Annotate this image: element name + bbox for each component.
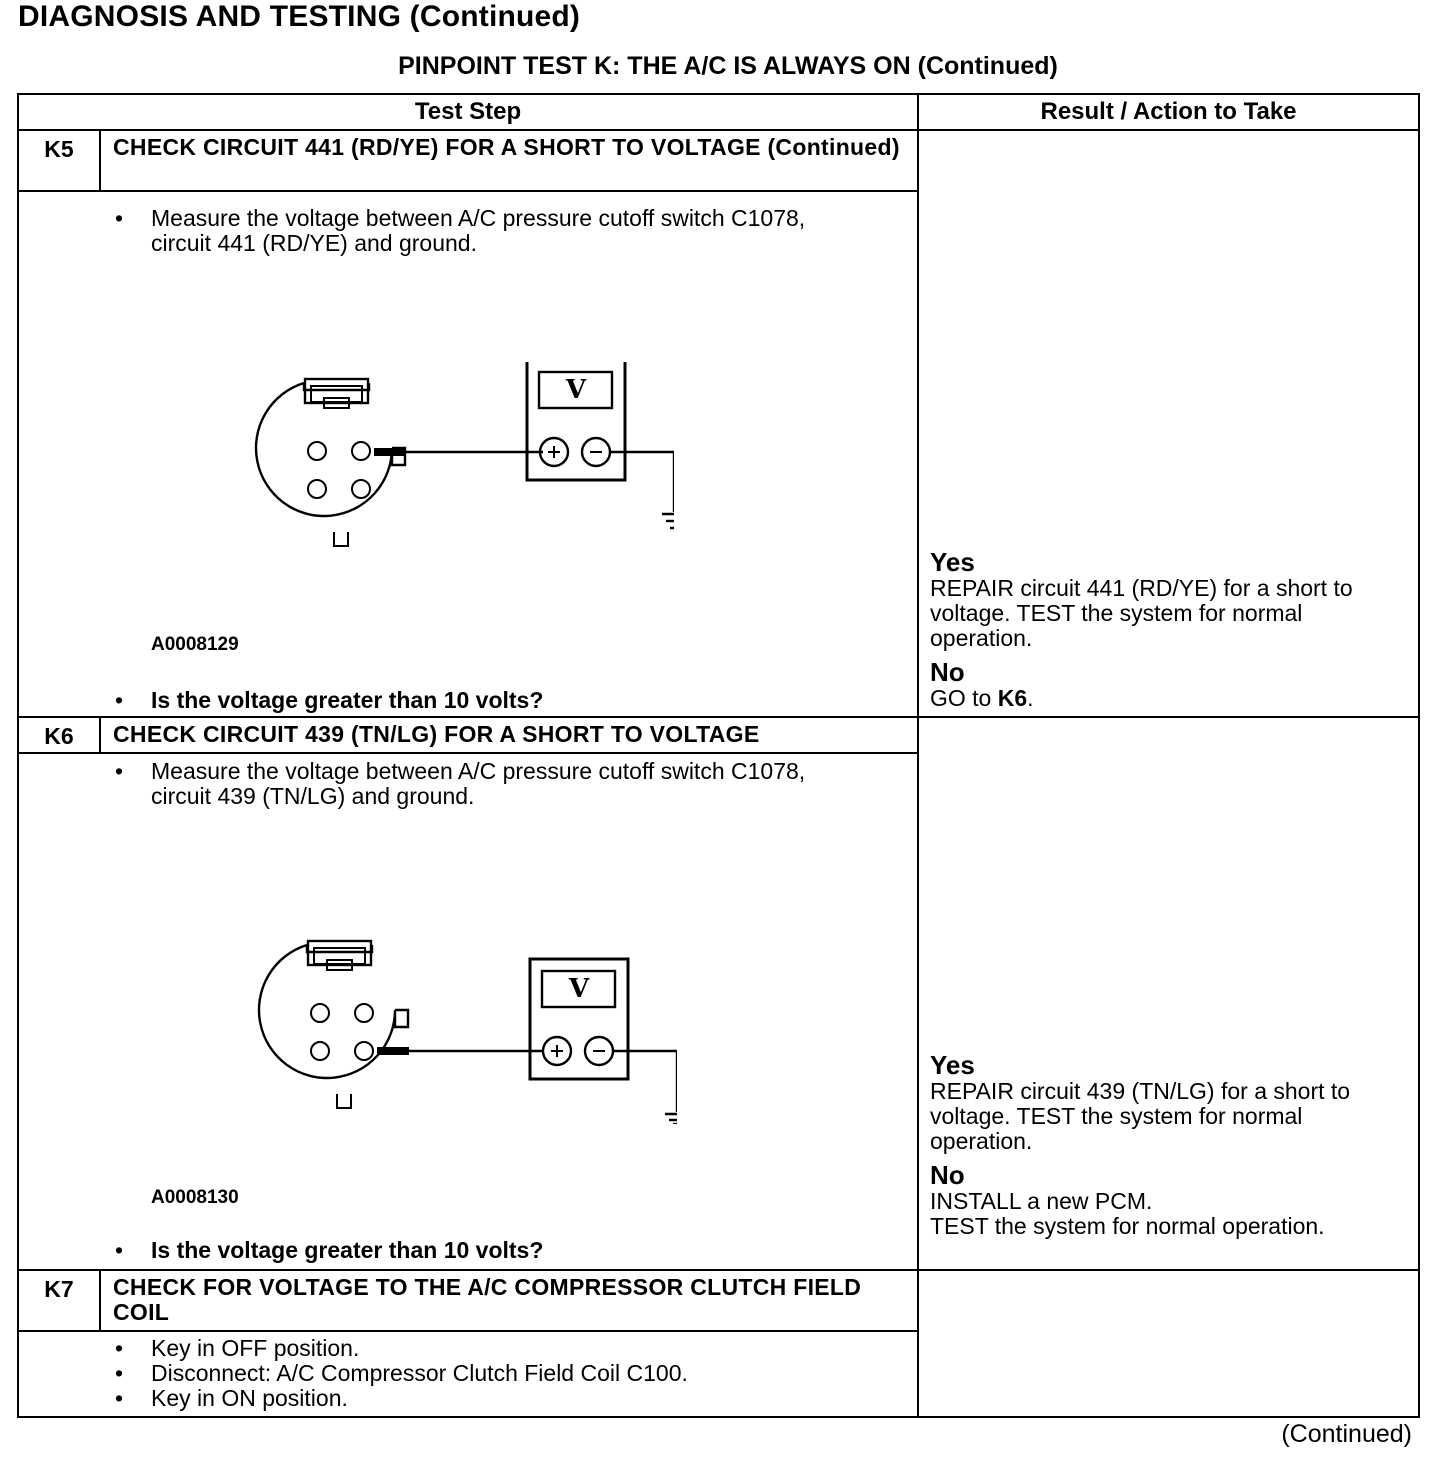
step-k6-wiring-diagram	[247, 924, 677, 1124]
connector-pin-icon	[352, 480, 370, 498]
ground-icon	[665, 1114, 677, 1124]
table-header-row	[18, 94, 1419, 130]
step-k6-yes-text: REPAIR circuit 439 (TN/LG) for a short to voltage. TEST the system for normal operation.	[930, 1078, 1351, 1154]
probe-tip-icon	[374, 448, 406, 456]
column-header-test-step: Test Step	[18, 94, 918, 130]
step-k6-result-block	[930, 1052, 1408, 1239]
step-k6-id: K6	[18, 717, 100, 753]
step-k6-body	[18, 753, 918, 1270]
step-k5-header-row	[18, 130, 1419, 191]
bullet-icon: •	[115, 1237, 124, 1263]
probe-tip-icon	[377, 1047, 409, 1055]
pinpoint-test-title: PINPOINT TEST K: THE A/C IS ALWAYS ON (Continued)	[398, 52, 1058, 80]
column-header-result: Result / Action to Take	[918, 94, 1419, 130]
step-k5-id: K5	[18, 130, 100, 191]
step-k6-title: CHECK CIRCUIT 439 (TN/LG) FOR A SHORT TO VOLTAGE	[100, 717, 918, 753]
step-k5-result-block	[930, 549, 1408, 711]
bullet-icon: •	[115, 1335, 124, 1361]
step-k7-result	[918, 1270, 1419, 1417]
step-k7-header-row	[18, 1270, 1419, 1331]
step-k6-yes-label: Yes	[930, 1050, 975, 1080]
ground-icon	[662, 514, 674, 528]
bullet-icon: •	[115, 758, 124, 784]
step-k6-question: Is the voltage greater than 10 volts?	[151, 1237, 544, 1263]
voltmeter-label: V	[565, 375, 587, 405]
test-lead-negative	[610, 452, 674, 512]
connector-pin-icon	[308, 442, 326, 460]
step-k7-id: K7	[18, 1270, 100, 1331]
step-k6-figure-id: A0008130	[151, 1187, 239, 1208]
step-k5-instruction-line2: circuit 441 (RD/YE) and ground.	[151, 230, 477, 256]
connector-pin-icon	[311, 1042, 329, 1060]
connector-pin-icon	[352, 442, 370, 460]
test-lead-negative	[613, 1051, 677, 1112]
step-k6-no-text-line1: INSTALL a new PCM.	[930, 1188, 1153, 1214]
pinpoint-test-table	[17, 93, 1420, 1418]
connector-pin-icon	[355, 1042, 373, 1060]
page-heading: DIAGNOSIS AND TESTING (Continued)	[18, 0, 581, 33]
voltmeter-label: V	[568, 974, 590, 1004]
step-k5-no-label: No	[930, 657, 965, 687]
step-k6-result	[918, 717, 1419, 1270]
bullet-icon: •	[115, 687, 124, 713]
step-k5-title: CHECK CIRCUIT 441 (RD/YE) FOR A SHORT TO VOLTAGE (Continued)	[100, 130, 918, 191]
step-k5-figure-id: A0008129	[151, 634, 239, 655]
step-k7-body	[18, 1331, 918, 1417]
step-k5-yes-text: REPAIR circuit 441 (RD/YE) for a short to voltage. TEST the system for normal operation.	[930, 575, 1353, 651]
connector-pin-icon	[355, 1004, 373, 1022]
step-k5-result	[918, 130, 1419, 717]
step-k6-instruction-line1: Measure the voltage between A/C pressure cutoff switch C1078,	[151, 758, 806, 784]
step-k6-instruction-line2: circuit 439 (TN/LG) and ground.	[151, 783, 475, 809]
step-k5-body	[18, 191, 918, 717]
step-k5-yes-label: Yes	[930, 547, 975, 577]
step-k5-no-prefix: GO to	[930, 685, 998, 711]
step-k7-bullet: Disconnect: A/C Compressor Clutch Field Coil C100.	[151, 1360, 688, 1386]
step-k6-header-row	[18, 717, 1419, 753]
connector-pin-icon	[308, 480, 326, 498]
connector-pin-icon	[311, 1004, 329, 1022]
step-k5-question: Is the voltage greater than 10 volts?	[151, 687, 544, 713]
bullet-icon: •	[115, 1385, 124, 1411]
step-k5-wiring-diagram	[244, 362, 674, 562]
step-k6-no-label: No	[930, 1160, 965, 1190]
bullet-icon: •	[115, 205, 124, 231]
step-k5-no-text	[930, 686, 1408, 711]
bullet-icon: •	[115, 1360, 124, 1386]
step-k5-instruction-line1: Measure the voltage between A/C pressure cutoff switch C1078,	[151, 205, 806, 231]
step-k7-title: CHECK FOR VOLTAGE TO THE A/C COMPRESSOR CLUTCH FIELD COIL	[100, 1270, 918, 1331]
step-k7-bullet: Key in ON position.	[151, 1385, 348, 1411]
step-k5-goto-link[interactable]: K6	[997, 685, 1028, 711]
continued-note: (Continued)	[1281, 1420, 1412, 1448]
step-k7-bullet: Key in OFF position.	[151, 1335, 360, 1361]
step-k5-no-suffix: .	[1027, 685, 1034, 711]
step-k6-no-text-line2: TEST the system for normal operation.	[930, 1213, 1325, 1239]
